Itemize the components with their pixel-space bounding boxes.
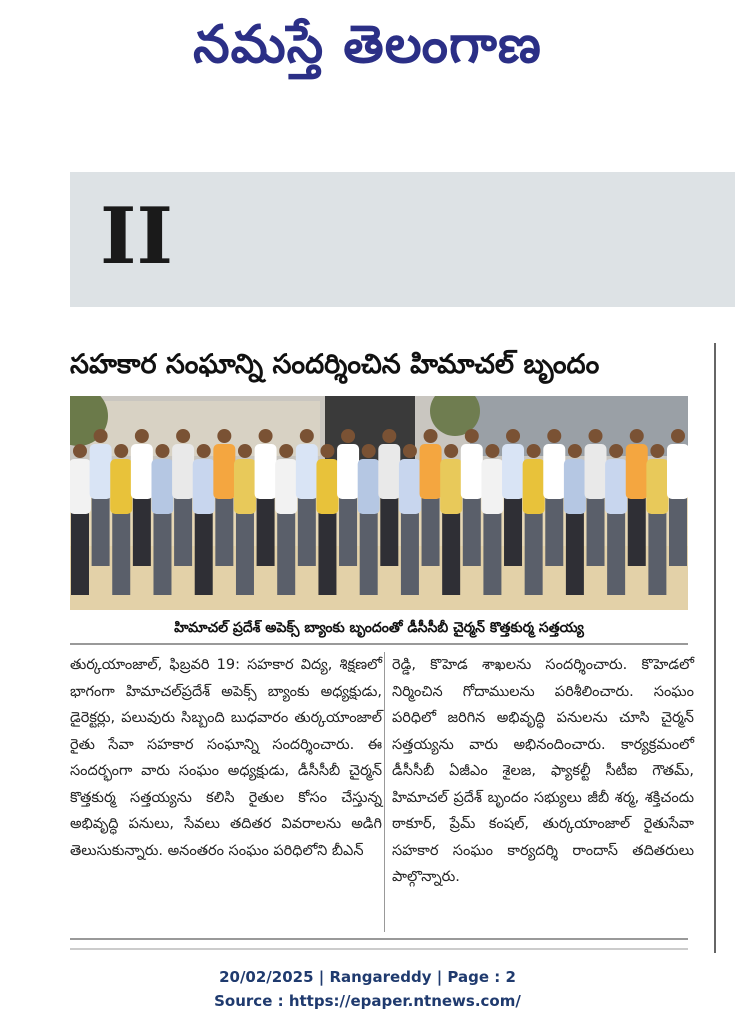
person-figure	[172, 429, 194, 566]
person-figure	[481, 444, 503, 595]
person-figure	[585, 429, 607, 566]
article-headline: సహకార సంఘాన్ని సందర్శించిన హిమాచల్ బృందం	[70, 349, 600, 380]
article-column-1	[70, 652, 382, 864]
person-figure	[626, 429, 648, 566]
group-photo	[70, 396, 688, 610]
person-figure	[296, 429, 318, 566]
section-band	[70, 172, 735, 307]
column-divider-right	[714, 343, 716, 953]
article-text-col1: తుర్కయాంజాల్, ఫిబ్రవరి 19: సహకార విద్య, శిక్షణలో భాగంగా హిమాచల్‌ప్రదేశ్ అపెక్స్ బ్యాంకు అధ్యక్షుడు, డైరెక్టర్లు, పలువురు సిబ్బంది బుధవారం తుర్కయాంజాల్ రైతు సేవా సహకార సంఘాన్ని సందర్శించారు. ఈ సందర్భంగా వారు సంఘం అధ్యక్షుడు, డీసీసీబీ చైర్మన్ కొత్తకుర్మ సత్తయ్యను కలిసి రైతుల కోసం చేస్తున్న అభివృద్ధి పనులు, సేవలు తదితర వివరాలను అడిగి తెలుసుకున్నారు. అనంతరం సంఘం పరిధిలోని బీఎన్	[70, 657, 382, 859]
footer	[0, 965, 735, 1013]
person-figure	[564, 444, 586, 595]
group-photo-illustration	[70, 396, 688, 610]
section-label: II	[100, 191, 173, 282]
article-text-col2: రెడ్డి, కొహెడ శాఖలను సందర్శించారు. కొహెడలో నిర్మించిన గోదాములను పరిశీలించారు. సంఘం పరిధిలో జరిగిన అభివృద్ధి పనులను చూసి చైర్మన్ సత్తయ్యను వారు అభినందించారు. కార్యక్రమంలో డీసీసీబీ ఏజీఎం శైలజ, ఫ్యాకల్టీ సీటీఐ గౌతమ్, హిమాచల్ ప్రదేశ్ బృందం సభ్యులు జీబీ శర్మ, శక్తిచందు ఠాకూర్, ప్రేమ్ కంషల్, తుర్కయాంజాల్ రైతుసేవా సహకార సంఘం కార్యదర్శి రాందాస్ తదితరులు పాల్గొన్నారు.	[392, 657, 694, 885]
person-figure	[151, 444, 173, 595]
person-figure	[605, 444, 627, 595]
person-figure	[667, 429, 688, 566]
person-figure	[110, 444, 132, 595]
person-figure	[131, 429, 153, 566]
article-column-2	[392, 652, 694, 891]
person-figure	[358, 444, 380, 595]
person-figure	[213, 429, 235, 566]
masthead	[0, 0, 735, 95]
footer-date-edition: 20/02/2025 | Rangareddy | Page : 2	[219, 968, 516, 986]
person-figure	[502, 429, 524, 566]
person-figure	[420, 429, 442, 566]
person-figure	[316, 444, 338, 595]
newspaper-logo: నమస్తే తెలంగాణ	[193, 15, 542, 75]
column-rule	[384, 652, 385, 932]
bottom-rule-secondary	[70, 948, 688, 950]
footer-source: Source : https://epaper.ntnews.com/	[214, 992, 521, 1010]
person-figure	[523, 444, 545, 595]
bottom-rule	[70, 938, 688, 940]
photo-caption: హిమాచల్ ప్రదేశ్ అపెక్స్ బ్యాంకు బృందంతో డీసీసీబీ చైర్మన్ కొత్తకుర్మ సత్తయ్య	[70, 613, 688, 645]
person-figure	[646, 444, 668, 595]
person-figure	[193, 444, 215, 595]
person-figure	[255, 429, 277, 566]
person-figure	[337, 429, 359, 566]
person-figure	[90, 429, 112, 566]
person-figure	[70, 444, 91, 595]
person-figure	[234, 444, 256, 595]
person-figure	[461, 429, 483, 566]
person-figure	[543, 429, 565, 566]
person-figure	[399, 444, 421, 595]
person-figure	[275, 444, 297, 595]
person-figure	[440, 444, 462, 595]
person-figure	[378, 429, 400, 566]
